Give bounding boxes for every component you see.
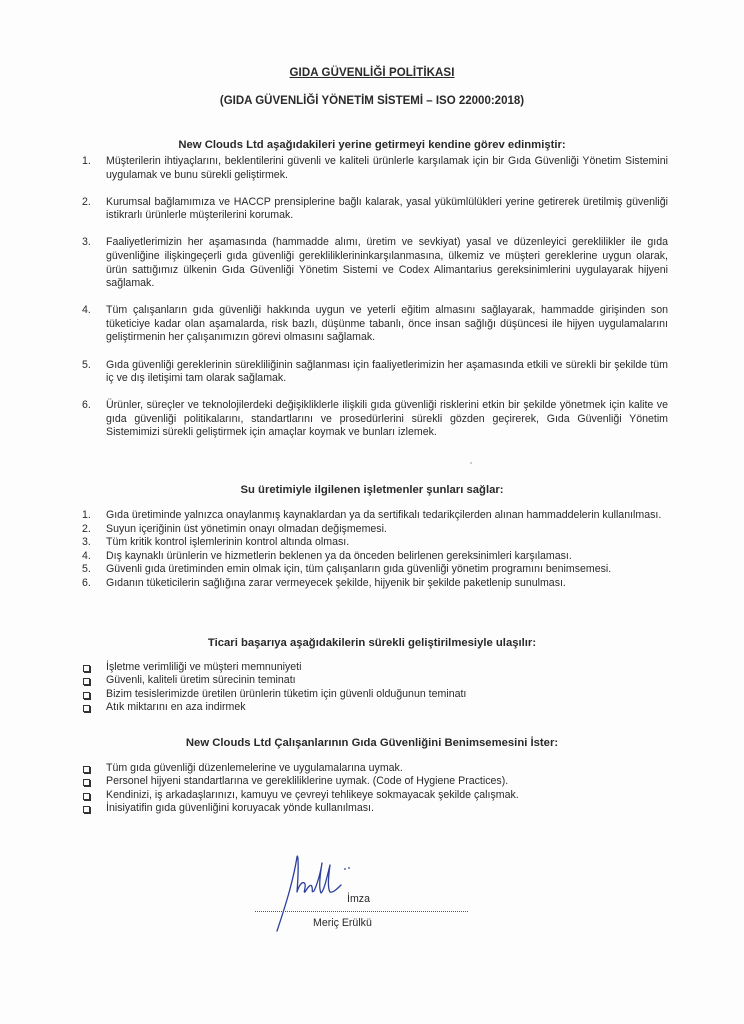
list-item — [82, 536, 668, 550]
list-item — [82, 701, 682, 714]
list-item — [82, 155, 668, 182]
checkbox-bullet-icon — [83, 766, 90, 773]
list-item-text: Faaliyetlerimizin her aşamasında (hammadde alımı, üretim ve sevkiyat) yasal ve düzenleyici gereklilikler ile gıda güvenliğine ilişkingeçerli gıda güvenliği gerekliliklerininkarşılanmasına, ülkemiz ve müşteri gereklerine uygun olarak, ürün sattığımız ülkenin Gıda Güvenliği Yönetim Sistemi ve Codex Alimantarius gereksinimlerini uygulayarak hijyeni sağlamak. — [106, 236, 668, 290]
checkbox-bullet-icon — [83, 779, 90, 786]
list-item-number: 2. — [82, 195, 91, 208]
checkbox-bullet-icon — [83, 705, 90, 712]
list-item-text: Atık miktarını en aza indirmek — [106, 701, 246, 714]
list-item-text: Müşterilerin ihtiyaçlarını, beklentilerini güvenli ve kaliteli ürünlerle karşılamak için bir Gıda Güvenliği Yönetim Sistemini uygulamak ve bunu sürekli geliştirmek. — [106, 155, 668, 181]
section3-list — [82, 661, 682, 715]
list-item-text: İnisiyatifin gıda güvenliğini koruyacak yönde kullanılması. — [106, 802, 374, 815]
list-item-number: 5. — [82, 563, 91, 576]
list-item-number: 6. — [82, 576, 91, 589]
checkbox-bullet-icon — [83, 806, 90, 813]
signature-label: İmza — [347, 893, 370, 905]
list-item-number: 5. — [82, 358, 91, 371]
list-item — [82, 196, 668, 223]
list-item-text: Gıdanın tüketicilerin sağlığına zarar vermeyecek şekilde, hijyenik bir şekilde paketlenip sunulması. — [106, 576, 566, 589]
section4-list — [82, 762, 682, 816]
section2-heading: Su üretimiyle ilgilenen işletmenler şunları sağlar: — [240, 484, 504, 496]
checkbox-bullet-icon — [83, 665, 90, 672]
list-item — [82, 775, 682, 788]
list-item — [82, 523, 668, 537]
checkbox-bullet-icon — [83, 678, 90, 685]
list-item — [82, 802, 682, 815]
document-subtitle: (GIDA GÜVENLİĞİ YÖNETİM SİSTEMİ – ISO 22000:2018) — [219, 95, 525, 107]
signer-name: Meriç Erülkü — [313, 917, 372, 929]
list-item — [82, 688, 682, 701]
list-item-number: 4. — [82, 304, 91, 317]
list-item-number: 3. — [82, 236, 91, 249]
list-item-text: Gıda güvenliği gereklerinin sürekliliğinin sağlanması için faaliyetlerimizin her aşamasında etkili ve sürekli bir şekilde tüm iç ve dış iletişimi tam olarak sağlamak. — [106, 358, 668, 385]
list-item — [82, 550, 668, 564]
list-item-text: Suyun içeriğinin üst yönetimin onayı olmadan değişmemesi. — [106, 522, 387, 535]
checkbox-bullet-icon — [83, 793, 90, 800]
list-item-text: İşletme verimliliği ve müşteri memnuniyeti — [106, 661, 302, 673]
list-item-text: Personel hijyeni standartlarına ve gerekliliklerine uymak. (Code of Hygiene Practices). — [106, 775, 509, 788]
list-item — [82, 789, 682, 802]
list-item — [82, 509, 668, 523]
section2-list — [82, 509, 668, 591]
section4-heading: New Clouds Ltd Çalışanlarının Gıda Güvenliğini Benimsemesini İster: — [185, 737, 559, 749]
list-item-number: 2. — [82, 522, 91, 535]
list-item-text: Güvenli gıda üretiminden emin olmak için, tüm çalışanların gıda güvenliği yönetim programını benimsemesi. — [106, 563, 612, 576]
section1-list — [82, 155, 668, 454]
list-item — [82, 577, 668, 591]
list-item-text: Tüm kritik kontrol işlemlerinin kontrol altında olması. — [106, 536, 350, 549]
section1-heading: New Clouds Ltd aşağıdakileri yerine getirmeyi kendine görev edinmiştir: — [178, 139, 566, 151]
list-item — [82, 674, 682, 687]
list-item-number: 3. — [82, 536, 91, 549]
list-item-text: Ürünler, süreçler ve teknolojilerdeki değişikliklerle ilişkili gıda güvenliği risklerini etkin bir şekilde yönetmek için kalite ve gıda güvenliği politikalarını, standartlarını ve prosedürlerini sürekli gözden geçirerek, Gıda Güvenliği Yönetim Sistemimizi sürekli geliştirmek için amaçlar koymak ve bunları izlemek. — [106, 399, 668, 439]
list-item — [82, 236, 668, 290]
list-item-text: Kendinizi, iş arkadaşlarınızı, kamuyu ve çevreyi tehlikeye sokmayacak şekilde çalışmak. — [106, 788, 519, 801]
list-item-text: Güvenli, kaliteli üretim sürecinin teminatı — [106, 674, 296, 687]
list-item — [82, 661, 682, 674]
list-item — [82, 359, 668, 386]
signature-line — [255, 911, 468, 912]
document-title: GIDA GÜVENLİĞİ POLİTİKASI — [289, 67, 455, 79]
list-item-number: 1. — [82, 155, 91, 167]
list-item-number: 4. — [82, 549, 91, 562]
section3-heading: Ticari başarıya aşağıdakilerin sürekli geliştirilmesiyle ulaşılır: — [207, 637, 537, 649]
list-item-text: Dış kaynaklı ürünlerin ve hizmetlerin beklenen ya da önceden belirlenen gereksinimleri karşılaması. — [106, 549, 572, 562]
list-item-number: 6. — [82, 399, 91, 412]
signature-block — [255, 845, 485, 935]
list-item — [82, 762, 682, 775]
list-item-text: Kurumsal bağlamımıza ve HACCP prensiplerine bağlı kalarak, yasal yükümlülükleri yerine getirerek üretilmiş güvenliği istikrarlı ürünlerle müşterilerini korumak. — [106, 195, 668, 222]
list-item-text: Tüm çalışanların gıda güvenliği hakkında uygun ve yeterli eğitim almasını sağlayarak, hammadde girişinden son tüketiciye kadar olan aşamalarda, risk bazlı, düşünme tabanlı, önce insan sağlığı düşüncesi ile hijyen uygulamalarını geliştirmenin her çalışanımızın görevi olmasını sağlamak. — [106, 304, 668, 344]
list-item-number: 1. — [82, 509, 91, 521]
list-item — [82, 563, 668, 577]
list-item — [82, 399, 668, 440]
list-item-text: Bizim tesislerimizde üretilen ürünlerin tüketim için güvenli olduğunun teminatı — [106, 687, 467, 700]
scan-speck — [470, 462, 472, 464]
checkbox-bullet-icon — [83, 692, 90, 699]
list-item-text: Tüm gıda güvenliği düzenlemelerine ve uygulamalarına uymak. — [106, 762, 403, 774]
list-item — [82, 304, 668, 345]
list-item-text: Gıda üretiminde yalnızca onaylanmış kaynaklardan ya da sertifikalı tedarikçilerden alınan hammaddelerin kullanılması. — [106, 509, 662, 521]
